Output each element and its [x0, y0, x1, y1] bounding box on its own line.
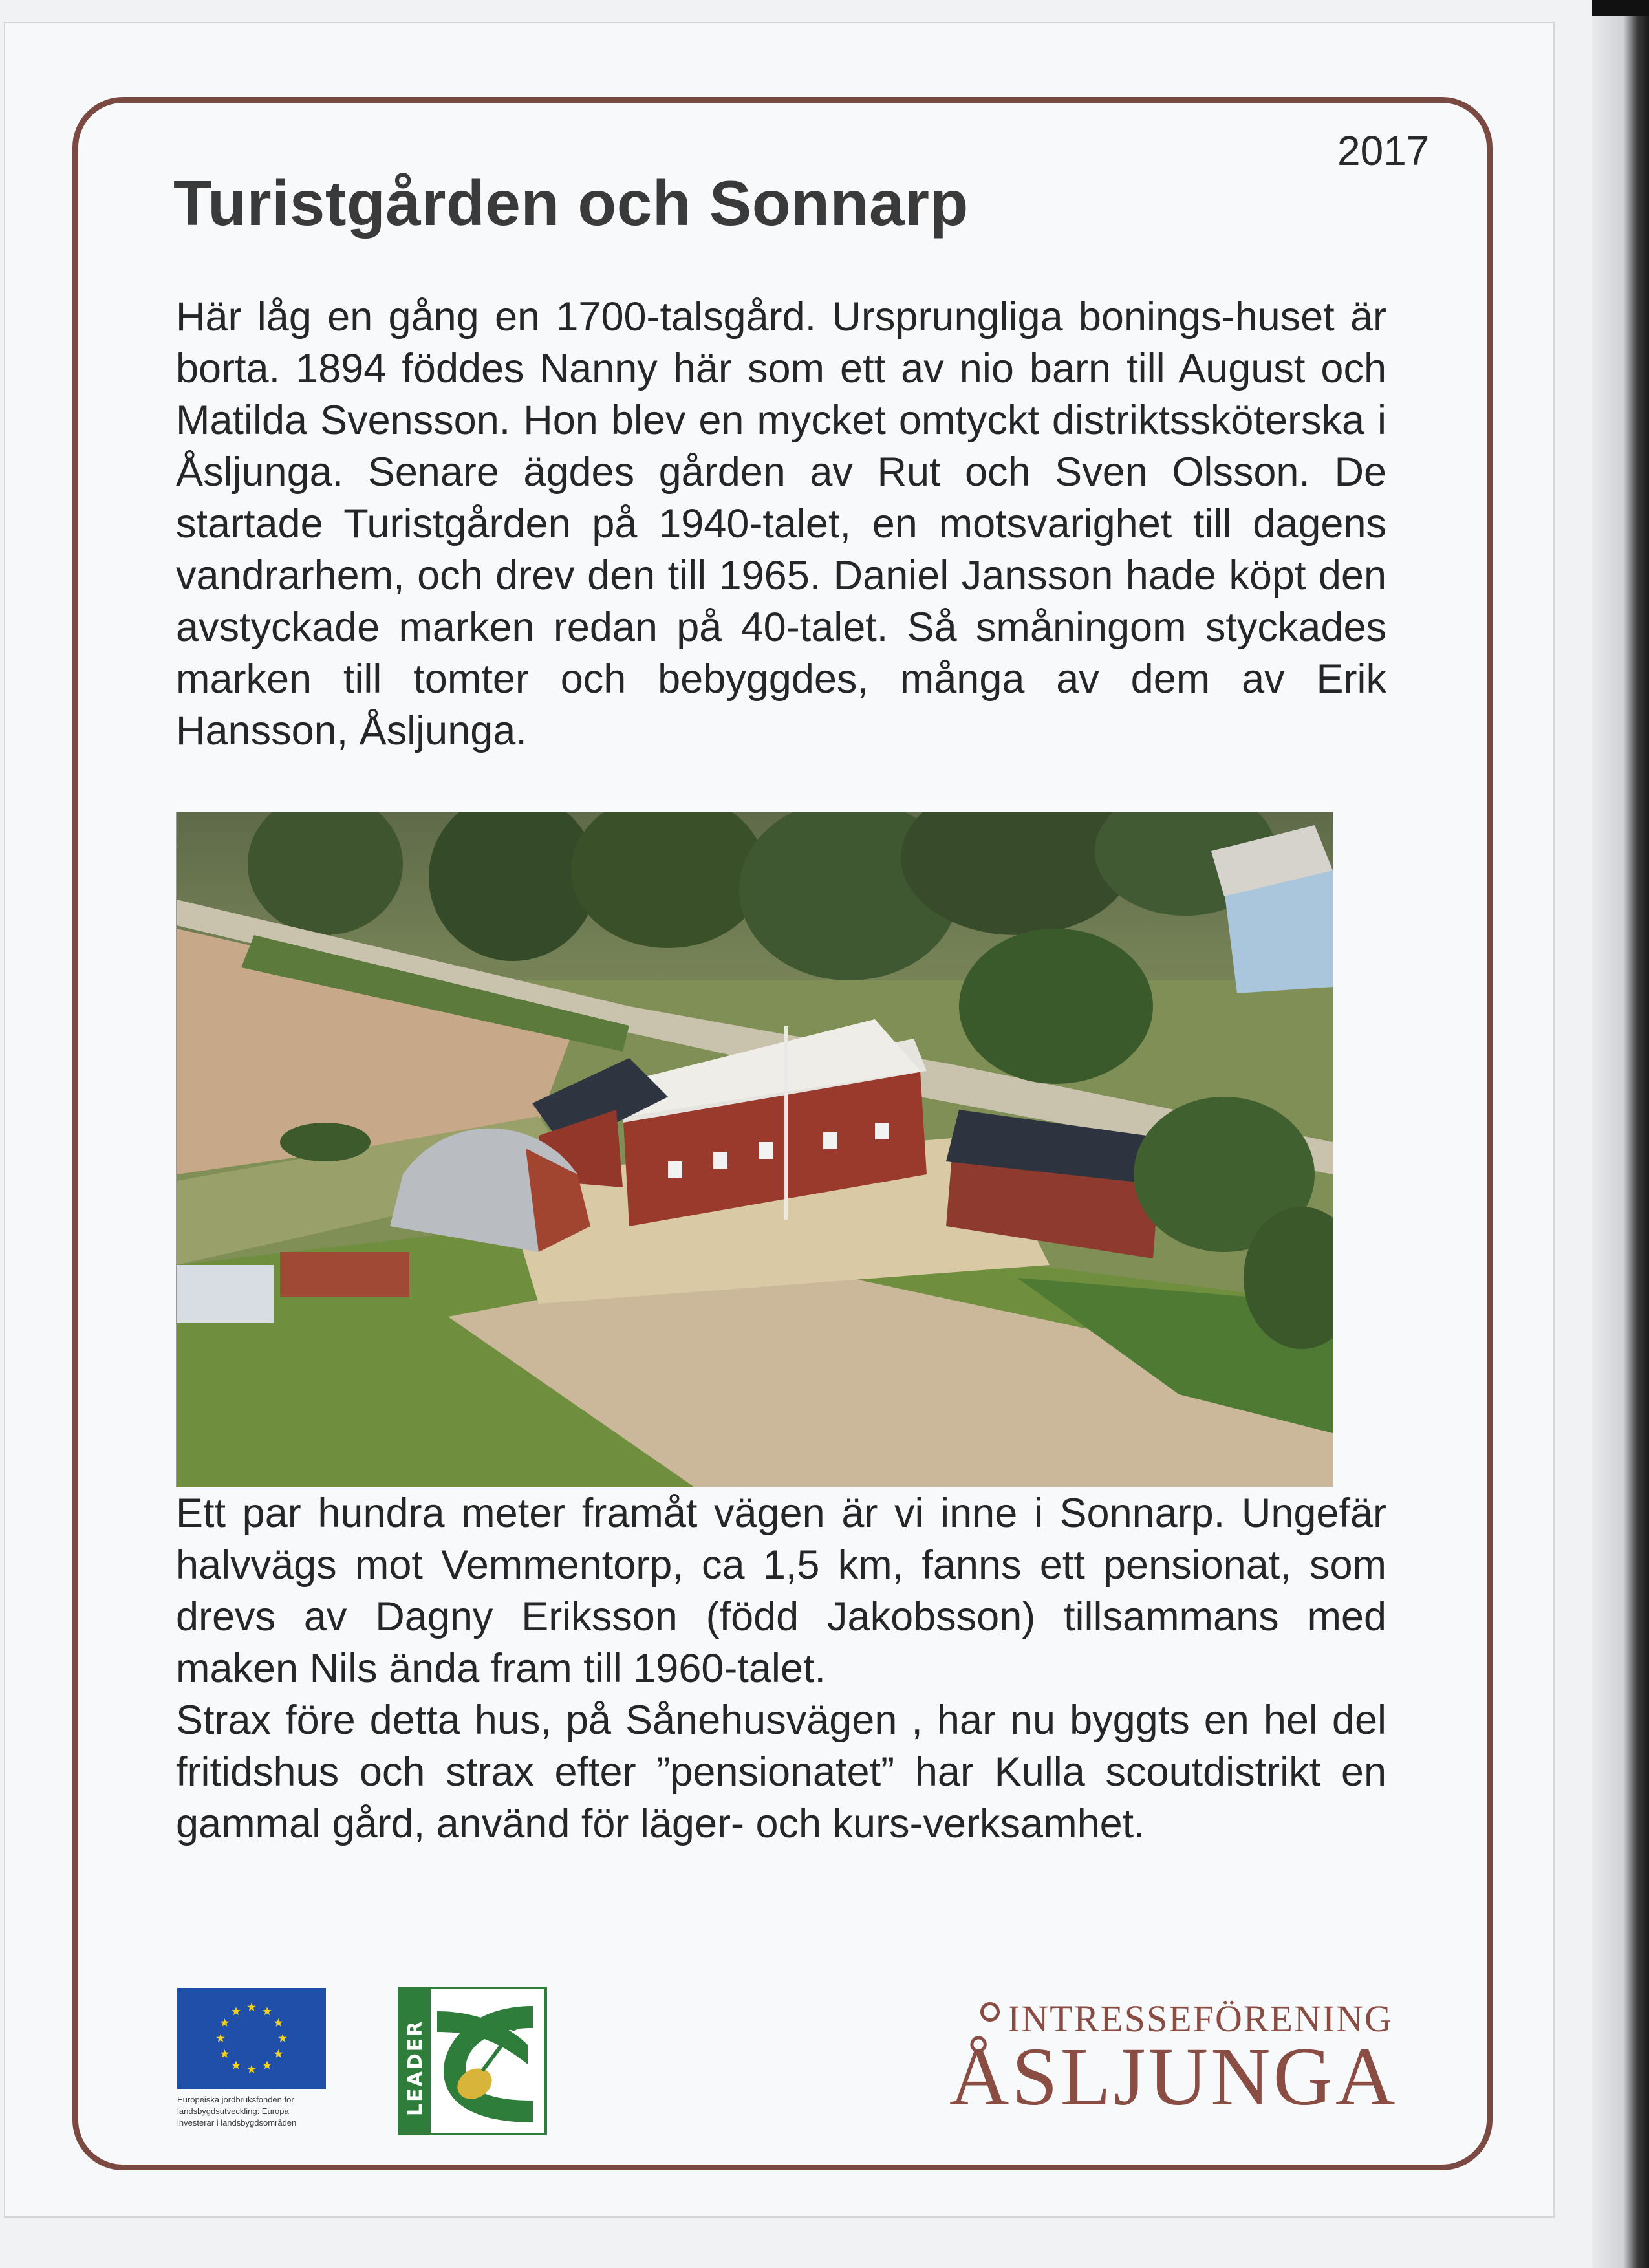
sanehusvagen-paragraph: Strax före detta hus, på Sånehusvägen , har nu byggts en hel del fritidshus och strax efter ”pensionatet” har Kulla scoutdistrikt en gammal gård, använd för läger- och kurs-verksamhet. [176, 1698, 1386, 1846]
eu-caption-line: Europeiska jordbruksfonden för [177, 2095, 294, 2104]
brand-large-text: ÅSLJUNGA [949, 2031, 1398, 2122]
eu-star-icon [221, 2018, 229, 2027]
eu-star-icon [247, 2065, 255, 2073]
eu-star-icon [274, 2049, 283, 2058]
eu-caption-line: investerar i landsbygdsområden [177, 2118, 297, 2128]
page-title: Turistgården och Sonnarp [173, 167, 969, 239]
eu-star-icon [278, 2034, 286, 2042]
eu-star-icon [216, 2034, 224, 2042]
eu-star-icon [263, 2061, 271, 2069]
sonnarp-paragraph: Ett par hundra meter framåt vägen är vi inne i Sonnarp. Ungefär halvvägs mot Vemmentorp, ca 1,5 km, fanns ett pensionat, som drevs av Dagny Eriksson (född Jakobsson) tillsammans med maken Nils ända fram till 1960-talet. [176, 1491, 1386, 1691]
intresseforening-asljunga-logo [949, 1997, 1460, 2122]
eu-star-icon [232, 2007, 240, 2015]
scan-edge-corner [1592, 0, 1649, 16]
eu-star-icon [263, 2007, 271, 2015]
eu-star-icon [232, 2061, 240, 2069]
eu-star-icon [221, 2049, 229, 2058]
eu-flag-logo [177, 1988, 326, 2089]
leader-wordmark: LEADER [404, 2019, 427, 2116]
brand-small-text: INTRESSEFÖRENING [1008, 1998, 1393, 2040]
eu-star-icon [247, 2003, 255, 2011]
intro-paragraph: Här låg en gång en 1700-talsgård. Ursprungliga bonings-huset är borta. 1894 föddes Nanny här som ett av nio barn till August och Matilda Svensson. Hon blev en mycket omtyckt distriktssköterska i Åsljunga. Senare ägdes gården av Rut och Sven Olsson. De startade Turistgården på 1940-talet, en motsvarighet till dagens vandrarhem, och drev den till 1965. Daniel Jansson hade köpt den avstyckade marken redan på 40-talet. Så småningom styckades marken till tomter och bebyggdes, många av dem av Erik Hansson, Åsljunga. [176, 294, 1386, 753]
eu-star-icon [274, 2018, 283, 2027]
aerial-farm-photo [176, 812, 1333, 1487]
scan-edge-shadow [1592, 0, 1649, 2268]
eu-caption-line: landsbygdsutveckling: Europa [177, 2106, 289, 2116]
brand-ring-icon [980, 2002, 1000, 2022]
leader-logo [398, 1987, 547, 2135]
eu-funding-caption [177, 2094, 332, 2129]
year-label: 2017 [1337, 127, 1430, 174]
